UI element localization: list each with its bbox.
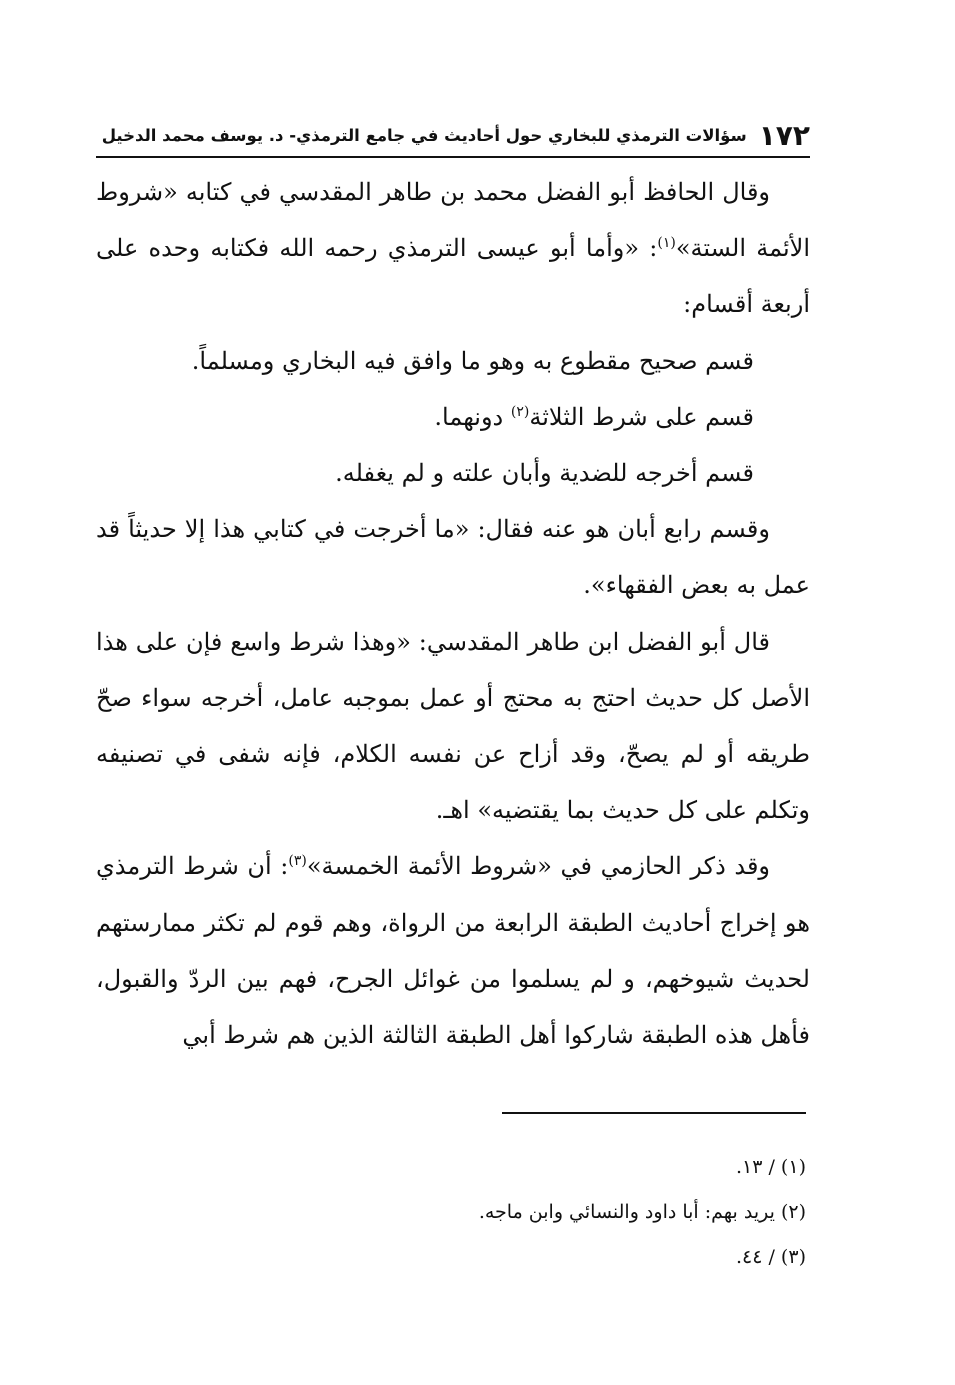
paragraph-intro-text-a: وقال الحافظ أبو الفضل محمد بن طاهر المقدسي في كتابه «شروط الأئمة الستة» xyxy=(96,178,811,263)
paragraph-fourth-category: وقسم رابع أبان هو عنه فقال: «ما أخرجت في كتابي هذا إلا حديثاً قد عمل به بعض الفقهاء». xyxy=(96,515,810,600)
paragraph-hazimi xyxy=(96,838,810,1063)
category-item-3: قسم أخرجه للضدية وأبان علته و لم يغفله. xyxy=(335,459,754,488)
category-item-2 xyxy=(96,389,810,445)
footnote-2: (٢) يريد بهم: أبا داود والنسائي وابن ماجه. xyxy=(478,1201,806,1223)
footnote-1: (١) / ١٣. xyxy=(735,1156,806,1178)
category-item-1: قسم صحيح مقطوع به وهو ما وافق فيه البخاري ومسلماً. xyxy=(191,346,754,375)
page-number: ١٧٢ xyxy=(758,119,810,152)
paragraph-hazimi-text-b: : أن شرط الترمذي هو إخراج أحاديث الطبقة الرابعة من الرواة، وهم قوم لم تكثر ممارستهم لحديث شيوخهم، و لم يسلموا من غوائل الجرح، فهم بين الردّ والقبول، فأهل هذه الطبقة شاركوا أهل الطبقة الثالثة الذين هم شرط أبي xyxy=(96,852,810,1050)
main-text xyxy=(96,164,810,1063)
footnotes xyxy=(96,1145,806,1280)
page-header xyxy=(96,112,810,158)
paragraph-intro xyxy=(96,164,810,333)
running-title: سؤالات الترمذي للبخاري حول أحاديث في جامع الترمذي- د. يوسف محمد الدخيل xyxy=(101,126,747,145)
footnote-ref-3: (٣) xyxy=(288,853,307,870)
footnote-divider xyxy=(502,1112,806,1114)
paragraph-ibn-tahir: قال أبو الفضل ابن طاهر المقدسي: «وهذا شرط واسع فإن على هذا الأصل كل حديث احتج به محتج أو عمل بموجبه عامل، أخرجه سواء صحّ طريقه أو لم يصحّ، وقد أزاح عن نفسه الكلام، فإنه شفى في تصنيفه وتكلم على كل حديث بما يقتضيه» اهـ. xyxy=(96,627,810,825)
footnote-ref-2: (٢) xyxy=(510,403,530,420)
category-item-2-text-a: قسم على شرط الثلاثة xyxy=(529,402,754,431)
paragraph-hazimi-text-a: وقد ذكر الحازمي في «شروط الأئمة الخمسة» xyxy=(306,852,771,881)
paragraph-intro-text-b: : «وأما أبو عيسى الترمذي رحمه الله فكتابه وحده على أربعة أقسام: xyxy=(96,234,810,319)
footnote-ref-1: (١) xyxy=(657,235,676,252)
category-item-2-text-b: دونهما. xyxy=(434,402,511,431)
footnote-3: (٣) / ٤٤. xyxy=(735,1246,806,1268)
